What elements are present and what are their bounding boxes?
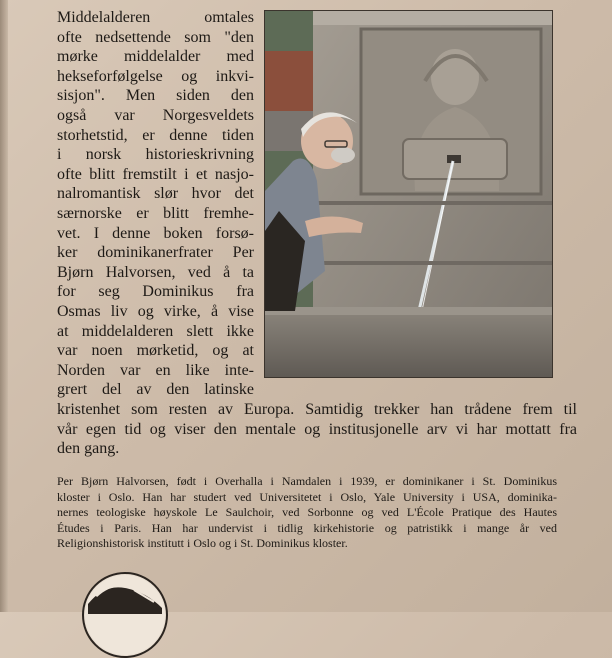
cover-edge: [0, 0, 8, 612]
blurb-column: [57, 8, 254, 400]
blurb-line: var noen mørketid, og at: [57, 342, 254, 360]
blurb-line: den gang.: [57, 440, 120, 458]
blurb-line: nalromantisk slør hvor det: [57, 185, 254, 203]
blurb-line: Osmas liv og virke, å vise: [57, 302, 254, 320]
bio-line: kloster i Oslo. Han har studert ved Universitetet i Oslo, Yale University i USA, dominika-: [57, 489, 557, 504]
blurb-line: for seg Dominikus fra: [57, 283, 254, 301]
author-bio: [57, 474, 557, 552]
blurb-line: at middelalderen slett ikke: [57, 322, 254, 340]
bio-line: Études i Paris. Han har undervist i tidlig kirkehistorie og patristikk i mange år ved: [57, 520, 557, 535]
blurb-line: vet. I denne boken forsø-: [57, 224, 254, 242]
blurb-line: også var Norgesveldets: [57, 106, 254, 124]
blurb-continuation: [57, 400, 577, 459]
blurb-line: hekseforfølgelse og inkvi-: [57, 67, 254, 85]
blurb-line: Norden var en like inte-: [57, 361, 254, 379]
fountain-photo-illustration: [265, 11, 552, 377]
bio-line: Religionshistorisk institutt i Oslo og i St. Dominikus kloster.: [57, 536, 348, 551]
blurb-line: særnorske er blitt fremhe-: [57, 204, 254, 222]
blurb-line: ofte nedsettende som "den: [57, 28, 254, 46]
blurb-line: storhetstid, er denne tiden: [57, 126, 254, 144]
blurb-line: ker dominikanerfrater Per: [57, 244, 254, 262]
publisher-logo: [82, 572, 168, 658]
publisher-logo-icon: [84, 574, 166, 656]
blurb-line: Middelalderen omtales: [57, 9, 254, 26]
blurb-line: vår egen tid og viser den mentale og institusjonelle arv vi har mottatt fra: [57, 420, 577, 438]
blurb-line: mørke middelalder med: [57, 48, 254, 66]
blurb-line: kristenhet som resten av Europa. Samtidig trekker han trådene frem til: [57, 401, 577, 418]
blurb-line: Bjørn Halvorsen, ved å ta: [57, 263, 254, 281]
blurb-line: grert del av den latinske: [57, 381, 254, 399]
blurb-line: i norsk historieskrivning: [57, 146, 254, 164]
bio-line: nernes teologiske høyskole Le Saulchoir, ved Sorbonne og ved L'École Pratique des Hautes: [57, 505, 557, 520]
blurb-line: ofte blitt fremstilt i et nasjo-: [57, 165, 254, 183]
bio-line: Per Bjørn Halvorsen, født i Overhalla i Namdalen i 1939, er dominikaner i St. Dominikus: [57, 474, 557, 488]
blurb-line: sisjon". Men siden den: [57, 87, 254, 105]
fountain-photo: [264, 10, 553, 378]
